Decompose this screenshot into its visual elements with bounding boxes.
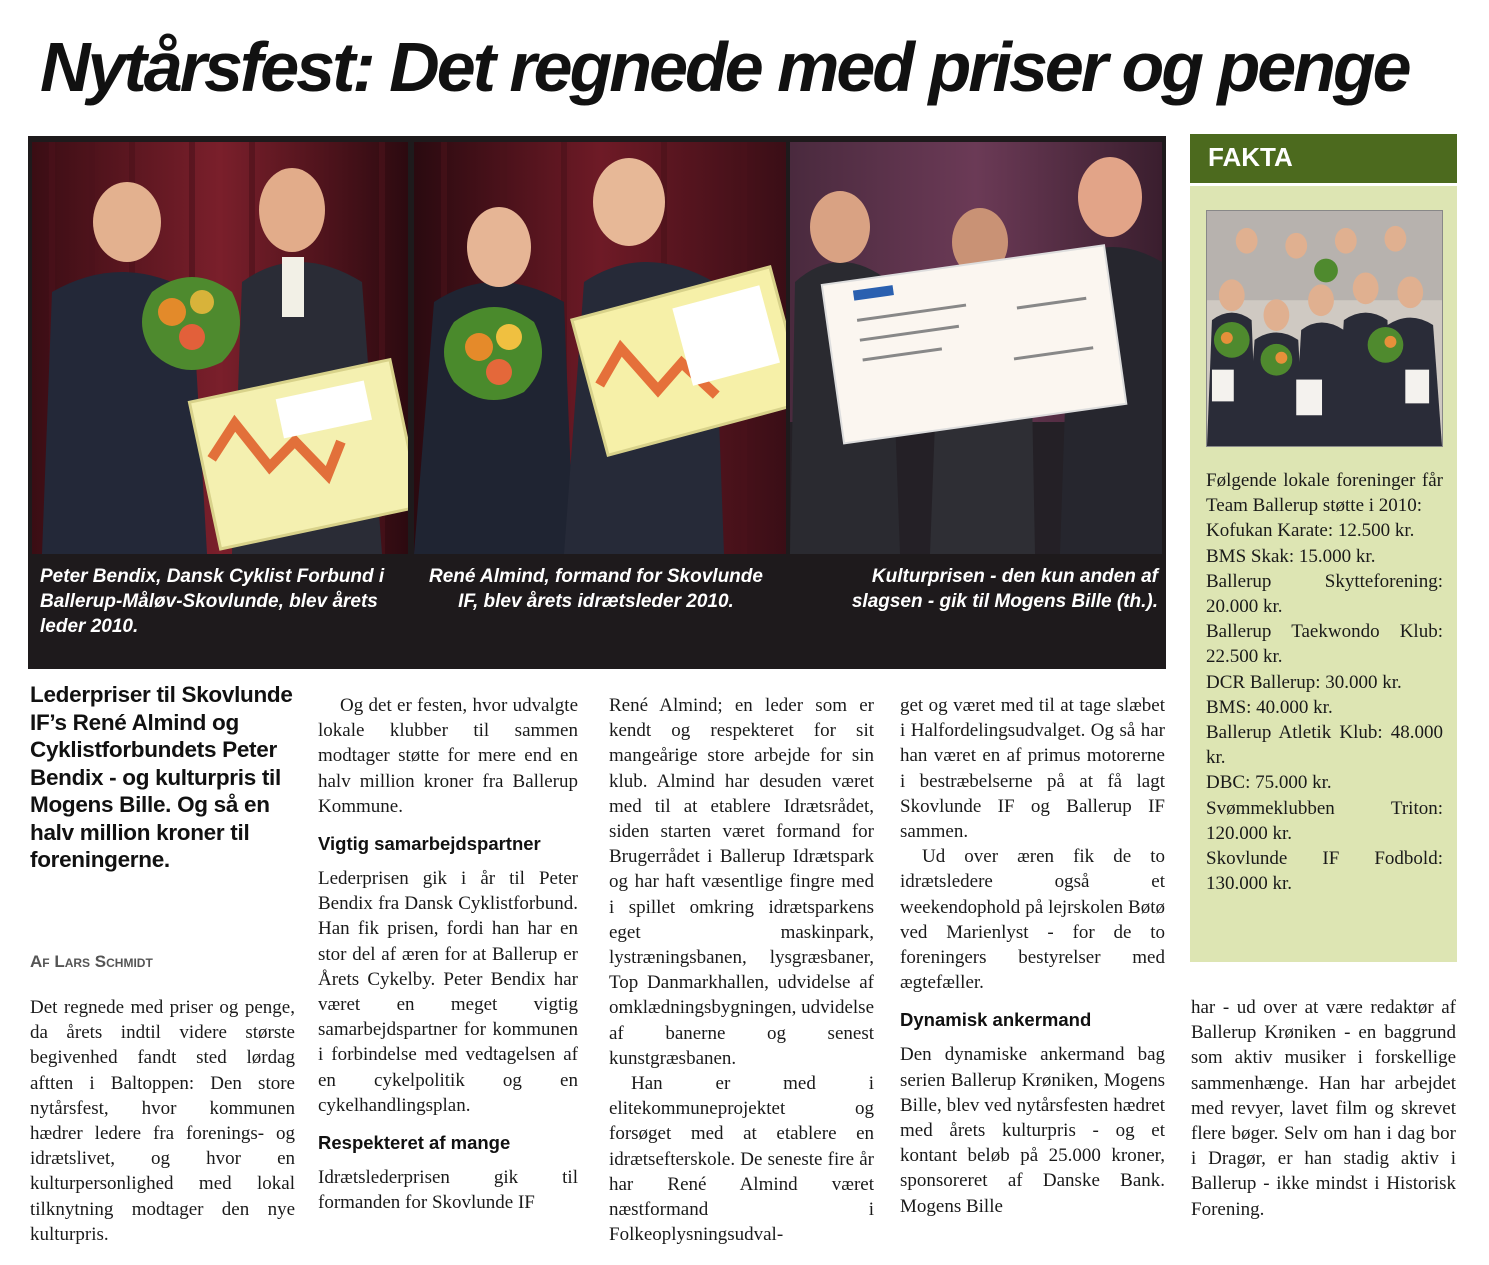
body-paragraph: Den dynamiske ankermand bag serien Ballerup Krøniken, Mogens Bille, blev ved nytårsfesten hædret med årets kulturpris - og et kontant beløb på 25.000 kroner, sponsoreret af Danske Bank. Mogens Bille: [900, 1044, 1165, 1217]
fakta-item: BMS Skak: 15.000 kr.: [1206, 545, 1376, 567]
article-column-4: [900, 693, 1165, 1255]
fakta-item: DBC: 75.000 kr.: [1206, 772, 1332, 794]
fakta-intro: Følgende lokale foreninger får Team Ballerup støtte i 2010:: [1206, 470, 1443, 517]
photo-culture-prize-mogens-bille: [790, 142, 1162, 554]
body-paragraph: Det regnede med priser og penge, da årets indtil videre største begivenhed fandt sted lørdag aftten i Baltoppen: Den store nytårsfest, hvor kommunen hædrer ledere fra forenings- og idrætslivet, og hvor en kulturpersonlighed med lokal tilknytning modtager den nye kulturpris.: [30, 997, 295, 1245]
caption-photo-3: Kulturprisen - den kun anden af slagsen - gik til Mogens Bille (th.).: [851, 566, 1158, 612]
body-paragraph: get og været med til at tage slæbet i Halfordelingsudvalget. Og så har han været en af primus motorerne i bestræbelserne på at få lagt Skovlunde IF og Ballerup IF sammen.: [900, 695, 1165, 843]
byline: Af Lars Schmidt: [30, 952, 153, 971]
photo-award-peter-bendix: [32, 142, 408, 554]
photo-award-rene-almind: [414, 142, 786, 554]
fakta-group-photo: [1206, 210, 1443, 447]
body-paragraph: Ud over æren fik de to idrætsledere også et weekendophold på lejrskolen Bøtø ved Marienlyst - for de to foreningers bestyrelser med ægtefæller.: [900, 846, 1165, 994]
fakta-item: DCR Ballerup: 30.000 kr.: [1206, 671, 1402, 693]
caption-photo-2: René Almind, formand for Skovlunde IF, blev årets idrætsleder 2010.: [429, 566, 763, 612]
fakta-item: Ballerup Skytteforening: 20.000 kr.: [1206, 570, 1443, 618]
fakta-item: Kofukan Karate: 12.500 kr.: [1206, 520, 1415, 542]
fakta-item: BMS: 40.000 kr.: [1206, 696, 1333, 718]
article-column-1: [30, 995, 295, 1255]
photo-band: [28, 136, 1166, 669]
subheading-vigtig-samarbejdspartner: Vigtig samarbejdspartner: [318, 833, 541, 855]
headline: Nytårsfest: Det regnede med priser og penge: [40, 28, 1409, 106]
article-column-5: [1191, 995, 1456, 1255]
fakta-item: Ballerup Atletik Klub: 48.000 kr.: [1206, 722, 1443, 769]
body-paragraph: René Almind; en leder som er kendt og respekteret for sit mangeårige store arbejde for sin klub. Almind har desuden været med til at etablere Idrætsrådet, siden starten været formand for Brugerrådet i Ballerup Idrætspark og har haft væsentlige fingre med i spillet omkring idrætsparkens eget maskinpark, lystræningsbanen, lysgræsbaner, Top Danmarkhallen, udvidelse af omklædningsbygningen, udvidelse af banerne og senest kunstgræsbanen.: [609, 695, 874, 1069]
body-paragraph: Idrætslederprisen gik til formanden for Skovlunde IF: [318, 1167, 578, 1214]
fakta-title: FAKTA: [1190, 134, 1457, 186]
body-paragraph: Lederprisen gik i år til Peter Bendix fra Dansk Cyklistforbund. Han fik prisen, fordi han har en stor del af æren for at Ballerup er Årets Cykelby. Peter Bendix har været en meget vigtig samarbejdspartner for kommunen i forbindelse med vedtagelsen af en cykelpolitik og en cykelhandlingsplan.: [318, 868, 578, 1116]
body-paragraph: Han er med i elitekommuneprojektet og forsøget med at etablere en idrætsefterskole. De seneste fire år har René Almind været næstformand i Folkeoplysningsudval-: [609, 1073, 874, 1246]
article-column-3: [609, 693, 874, 1255]
caption-photo-1: Peter Bendix, Dansk Cyklist Forbund i Ballerup-Måløv-Skovlunde, blev årets leder 2010.: [40, 566, 385, 637]
fakta-box: [1190, 134, 1457, 962]
subheading-respekteret-af-mange: Respekteret af mange: [318, 1132, 511, 1154]
fakta-item: Skovlunde IF Fodbold: 130.000 kr.: [1206, 848, 1443, 895]
subheading-dynamisk-ankermand: Dynamisk ankermand: [900, 1009, 1092, 1031]
fakta-item: Ballerup Taekwondo Klub: 22.500 kr.: [1206, 621, 1443, 668]
body-paragraph: har - ud over at være redaktør af Ballerup Krøniken - en baggrund som aktiv musiker i forskellige sammenhænge. Han har arbejdet med revyer, lavet film og skrevet flere bøger. Selv om han i dag bor i Dragør, er han stadig aktiv i Ballerup - ikke mindst i Historisk Forening.: [1191, 997, 1456, 1220]
fakta-text: [1206, 468, 1443, 896]
body-paragraph: Og det er festen, hvor udvalgte lokale klubber til sammen modtager støtte for mere end en halv million kroner fra Ballerup Kommune.: [318, 695, 578, 817]
fakta-item: Svømmeklubben Triton: 120.000 kr.: [1206, 797, 1443, 844]
article-column-2: [318, 693, 578, 1255]
lead-paragraph: Lederpriser til Skovlunde IF’s René Almind og Cyklistforbundets Peter Bendix - og kulturpris til Mogens Bille. Og så en halv million kroner til foreningerne.: [30, 682, 293, 872]
